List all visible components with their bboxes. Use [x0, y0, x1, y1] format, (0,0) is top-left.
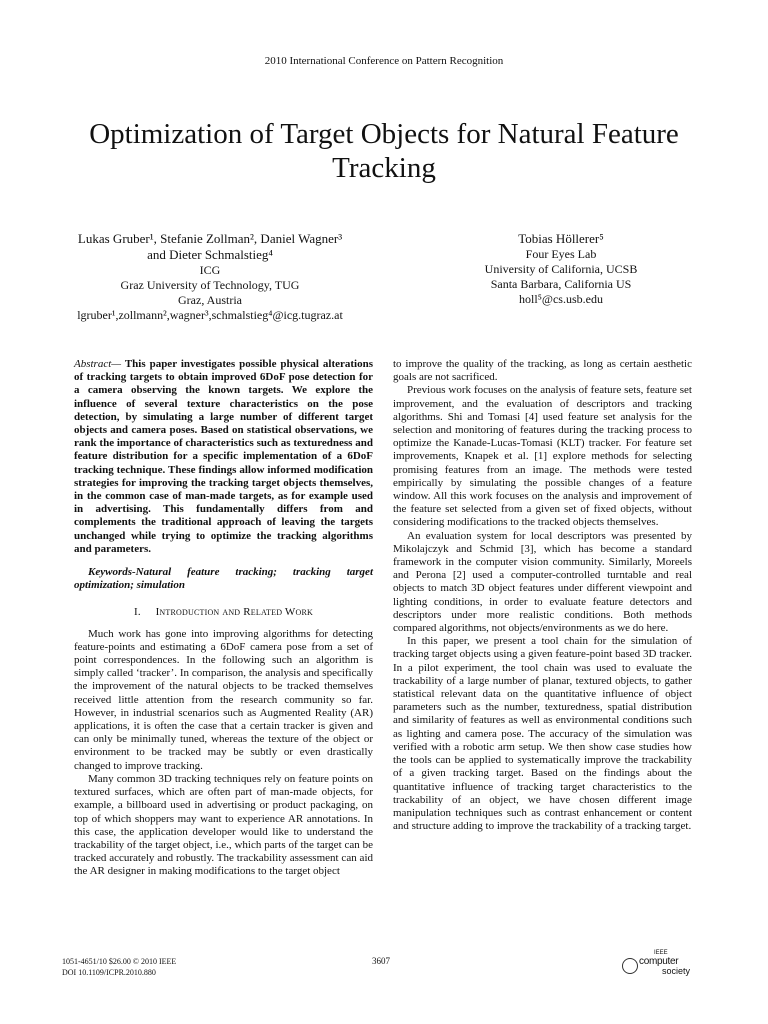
affiliation-university: University of California, UCSB	[484, 262, 638, 276]
keywords-text: Natural feature tracking; tracking target optimization; simulation	[74, 566, 373, 592]
logo-circle-icon	[622, 958, 638, 974]
affiliation-city: Graz, Austria	[178, 293, 242, 307]
keywords	[74, 566, 373, 592]
body-paragraph: An evaluation system for local descriptors was presented by Mikolajczyk and Schmid [3], which has become a standard framework in the computer vision community. Similarly, Moreels and Perona [2] used a computer-controlled turntable and real objects to match 3D object features under different viewpoint and lighting conditions, in order to evaluate feature detectors and descriptors under more realistic conditions. Both methods compared algorithms, not objects/environments as we do here.	[393, 529, 692, 635]
paper-title: Optimization of Target Objects for Natural Feature Tracking	[89, 118, 679, 184]
affiliation-lab: Four Eyes Lab	[525, 247, 597, 261]
abstract	[74, 358, 373, 556]
body-paragraph: Much work has gone into improving algorithms for detecting feature-points and estimating a 6DoF camera pose from a set of point correspondences. In the following such an algorithm is simply called ‘tracker’. In comparison, the analysis and specifically the improvement of the natural objects to be tracked themselves received little attention from the research community so far. However, in industrial scenarios such as Augmented Reality (AR) applications, it is often the case that a certain tracker is given and can only be minimally tuned, whereas the texture of the object or environment to be tracked may be subtly or even drastically changed to improve tracking.	[74, 627, 373, 772]
section-title: Introduction and Related Work	[155, 606, 314, 619]
author-block-left	[40, 231, 380, 323]
section-number: I.	[133, 606, 141, 619]
ieee-computer-society-logo	[622, 950, 706, 976]
logo-computer-text: computer	[639, 956, 679, 967]
author-names-line2: and Dieter Schmalstieg⁴	[147, 247, 273, 262]
author-name: Tobias Höllerer⁵	[518, 231, 604, 246]
keywords-lead: Keywords-	[88, 566, 136, 579]
footer-copyright	[62, 956, 176, 978]
left-column	[74, 358, 373, 879]
footer-doi: DOI 10.1109/ICPR.2010.880	[62, 968, 156, 977]
affiliation-institute: ICG	[199, 263, 221, 277]
body-paragraph: In this paper, we present a tool chain for the simulation of tracking target objects using a given feature-point based 3D tracker. In a pilot experiment, the tool chain was used to evaluate the trackability of a large number of planar, textured objects, to gather statistical relevant data on the quantitative influence of object parameters such as the number, texturedness, spatial distribution and similarity of features as well as environmental conditions such as lighting and camera pose. The accuracy of the simulation was verified with a robotic arm setup. We then show case studies how the tools can be applied to systematically improve the trackability of a given tracking target. Based on the findings about the quantitative influence of tracking target characteristics to the trackability of an object, we have chosen different image manipulation techniques such as contrast enhancement or content and structure adding to improve the trackability of a tracking target.	[393, 635, 692, 833]
body-paragraph: Previous work focuses on the analysis of feature sets, feature set improvement, and the evaluation of descriptors and tracking algorithms. Shi and Tomasi [4] used feature set analysis for the selection and monitoring of features during the tracking process to optimize the Kanade-Lucas-Tomasi (KLT) tracker. For feature set improvements, Knapek et al. [1] explore methods for selecting promising features from an image. The methods were tested empirically by simulating the possible changes of a feature window. All this work focuses on the analysis and improvement of the feature set selected from a given set of fixed objects, without considering modifications to the tracked objects themselves.	[393, 384, 692, 529]
author-email: lgruber¹,zollmann²,wagner³,schmalstieg⁴@icg.tugraz.at	[77, 308, 343, 322]
author-block-right	[400, 231, 722, 307]
abstract-text: This paper investigates possible physical alterations of tracking targets to obtain improved 6DoF pose detection for a camera observing the known targets. We explore the influence of several texture characteristics on the pose detection, by simulating a large number of different target objects and camera poses. Based on statistical observations, we rank the importance of characteristics such as texturedness and feature distribution for a specific implementation of a 6DoF tracking technique. These findings allow informed modification strategies for improving the tracking target objects themselves, in the common case of man-made targets, as for example used in advertising. This fundamentally differs from and complements the traditional approach of leaving the targets unchanged while trying to optimize the tracking algorithms and parameters.	[74, 358, 373, 555]
right-column	[393, 358, 692, 833]
footer-issn: 1051-4651/10 $26.00 © 2010 IEEE	[62, 957, 177, 966]
body-paragraph: Many common 3D tracking techniques rely on feature points on textured surfaces, which are often part of man-made objects, for example, a billboard used in advertising or product packaging, on top of which shoppers may want to experience AR annotations. In this case, the application developer would like to understand the trackability of the target object, i.e., which parts of the target can be tracked accurately and robustly. The trackability assessment can aid the AR designer in making modifications to the target object	[74, 772, 373, 878]
page-number: 3607	[372, 956, 390, 966]
abstract-lead: Abstract—	[74, 358, 122, 370]
author-email: holl⁵@cs.usb.edu	[519, 292, 603, 306]
logo-society-text: society	[662, 966, 691, 976]
affiliation-city: Santa Barbara, California US	[490, 277, 632, 291]
logo-ieee-text: IEEE	[654, 950, 668, 956]
affiliation-university: Graz University of Technology, TUG	[120, 278, 300, 292]
author-names-line1: Lukas Gruber¹, Stefanie Zollman², Daniel Wagner³	[77, 231, 343, 246]
conference-header: 2010 International Conference on Pattern Recognition	[264, 55, 504, 67]
section-heading	[74, 606, 373, 619]
body-paragraph: to improve the quality of the tracking, as long as certain aesthetic goals are not sacrificed.	[393, 358, 692, 384]
